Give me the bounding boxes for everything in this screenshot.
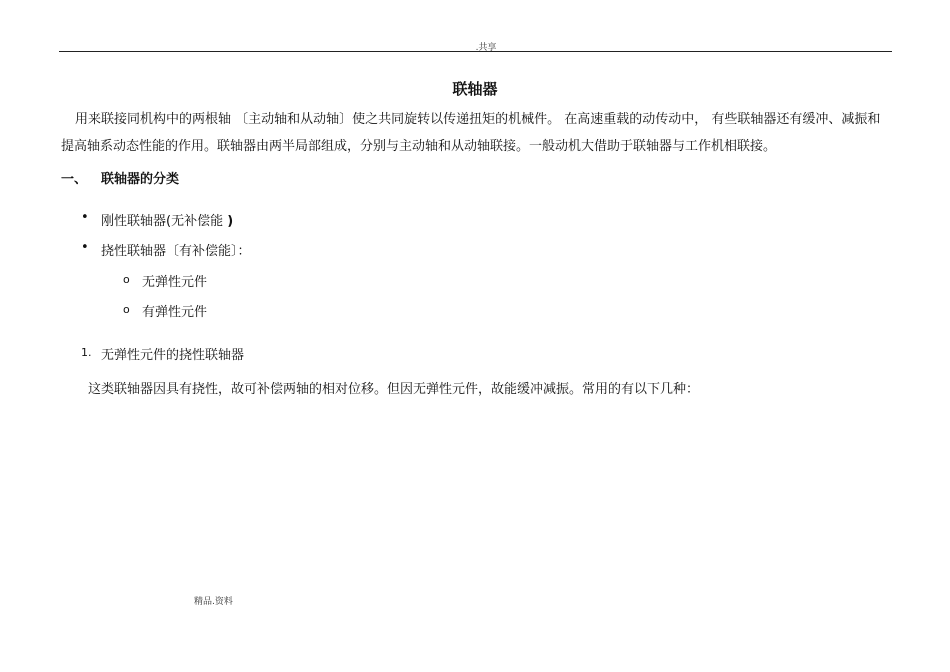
page-footer: 精品.资料 xyxy=(194,597,233,607)
list-item-text: 刚性联轴器(无补偿能 xyxy=(101,214,224,229)
section-number: 一、 xyxy=(61,172,88,187)
section-heading xyxy=(61,168,179,187)
sub-bullet-mark: o xyxy=(123,273,130,286)
intro-paragraph: 用来联接同机构中的两根轴 〔主动轴和从动轴〕使之共同旋转以传递扭矩的机械件。 在高速重载的动传动中， 有些联轴器还有缓冲、减振和提高轴系动态性能的作用。联轴器由两半局部组成，分别与主动轴和从动轴联接。一般动机大借助于联轴器与工作机相联接。 xyxy=(61,112,881,154)
list-item-text: 挠性联轴器〔有补偿能〕： xyxy=(101,244,251,259)
numbered-item xyxy=(81,344,245,363)
sub-bullet-mark: o xyxy=(123,303,130,316)
section-title: 联轴器的分类 xyxy=(101,172,180,187)
numbered-item-text: 无弹性元件的挠性联轴器 xyxy=(101,348,245,363)
bullet-mark: • xyxy=(81,240,89,255)
list-item xyxy=(81,210,234,229)
document-title: 联轴器 xyxy=(452,80,498,98)
sub-list-item-text: 有弹性元件 xyxy=(142,305,208,320)
sub-list-item xyxy=(123,271,208,290)
list-item xyxy=(81,240,251,259)
header-divider xyxy=(59,51,892,52)
bullet-mark: • xyxy=(81,210,89,225)
body-paragraph: 这类联轴器因具有挠性，故可补偿两轴的相对位移。但因无弹性元件，故能缓冲减振。常用的有以下几种： xyxy=(88,382,700,397)
page-header: .共享 xyxy=(475,43,497,53)
number-mark: 1. xyxy=(81,346,92,359)
sub-list-item xyxy=(123,301,208,320)
sub-list-item-text: 无弹性元件 xyxy=(142,275,208,290)
list-item-suffix: ) xyxy=(227,214,234,229)
